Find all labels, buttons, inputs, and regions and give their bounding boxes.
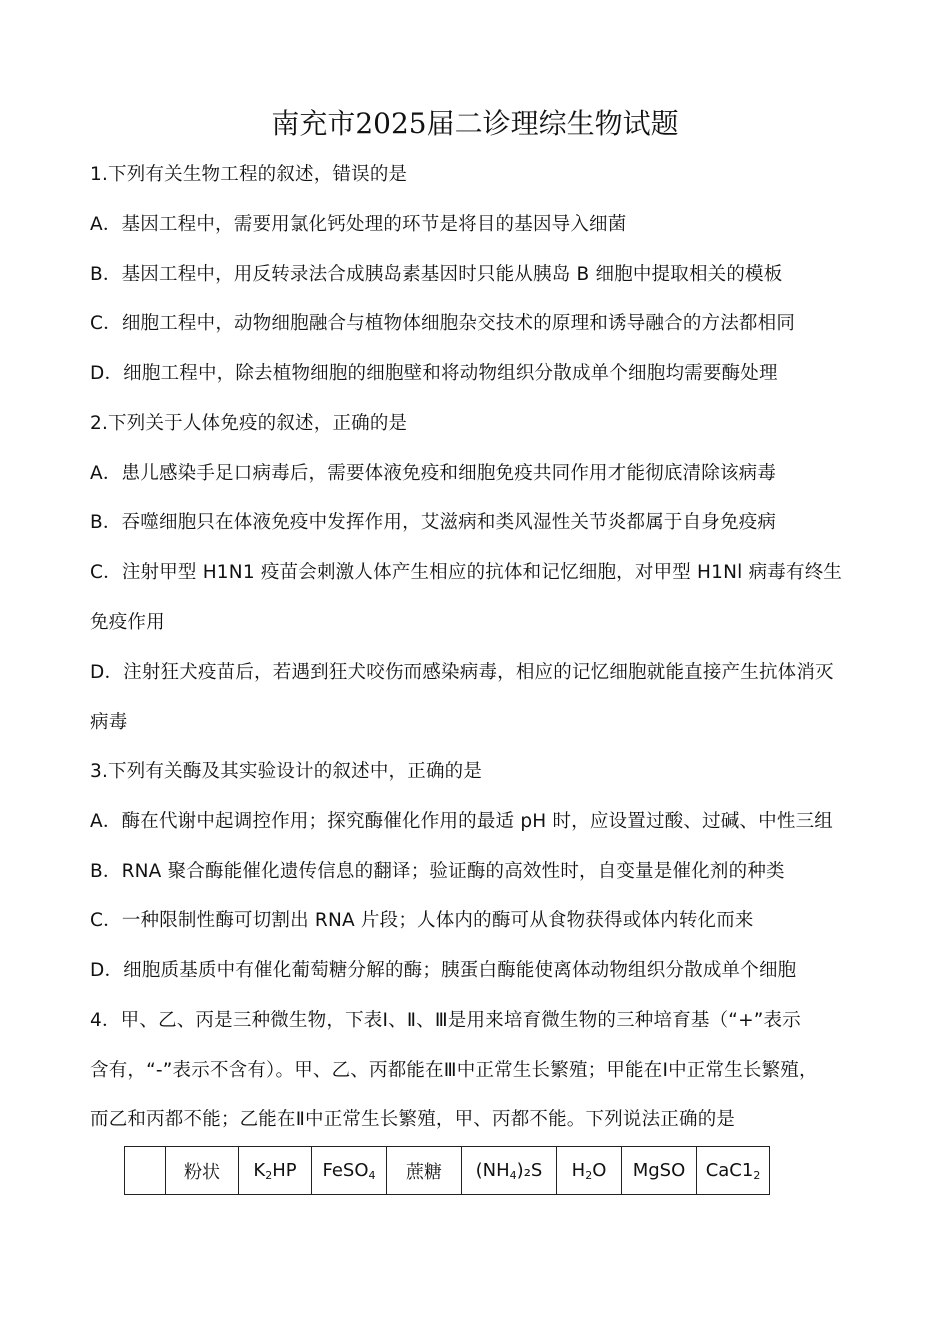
table-header-cell xyxy=(125,1147,166,1195)
table-header-cell: $H_2O$ xyxy=(557,1147,622,1195)
culture-medium-table xyxy=(124,1146,770,1195)
question-2-option-c-cont: 免疫作用 xyxy=(90,612,165,633)
question-2-option-d: D．注射狂犬疫苗后，若遇到狂犬咬伤而感染病毒，相应的记忆细胞就能直接产生抗体消灭 xyxy=(90,662,834,683)
question-2-option-c: C．注射甲型 H1N1 疫苗会刺激人体产生相应的抗体和记忆细胞，对甲型 H1Nl 病毒有终生 xyxy=(90,562,843,583)
question-3-stem: 3.下列有关酶及其实验设计的叙述中，正确的是 xyxy=(90,761,483,782)
question-1-option-d: D．细胞工程中，除去植物细胞的细胞壁和将动物组织分散成单个细胞均需要酶处理 xyxy=(90,363,778,384)
question-4-stem: 4．甲、乙、丙是三种微生物，下表Ⅰ、Ⅱ、Ⅲ是用来培育微生物的三种培育基（“+”表示 xyxy=(90,1010,801,1031)
table-header-cell: MgSO xyxy=(622,1147,697,1195)
question-1-stem: 1.下列有关生物工程的叙述，错误的是 xyxy=(90,164,408,185)
table-header-cell: $CaC1_2$ xyxy=(697,1147,770,1195)
question-1-option-c: C．细胞工程中，动物细胞融合与植物体细胞杂交技术的原理和诱导融合的方法都相同 xyxy=(90,313,796,334)
question-3-option-d: D．细胞质基质中有催化葡萄糖分解的酶；胰蛋白酶能使离体动物组织分散成单个细胞 xyxy=(90,960,797,981)
table-header-cell: 粉状 xyxy=(166,1147,239,1195)
table-header-cell: FeSO$_4$ xyxy=(312,1147,387,1195)
question-3-option-a: A．酶在代谢中起调控作用；探究酶催化作用的最适 pH 时，应设置过酸、过碱、中性三组 xyxy=(90,811,833,832)
question-2-stem: 2.下列关于人体免疫的叙述，正确的是 xyxy=(90,413,408,434)
question-2-option-a: A．患儿感染手足口病毒后，需要体液免疫和细胞免疫共同作用才能彻底清除该病毒 xyxy=(90,463,777,484)
table-header-row xyxy=(125,1147,770,1195)
question-1-option-b: B．基因工程中，用反转录法合成胰岛素基因时只能从胰岛 B 细胞中提取相关的模板 xyxy=(90,264,783,285)
page-title: 南充市2025届二诊理综生物试题 xyxy=(271,107,679,140)
question-3-option-c: C．一种限制性酶可切割出 RNA 片段；人体内的酶可从食物获得或体内转化而来 xyxy=(90,910,754,931)
table-header-cell: $(NH_4)_2S$ xyxy=(462,1147,557,1195)
question-1-option-a: A．基因工程中，需要用氯化钙处理的环节是将目的基因导入细菌 xyxy=(90,214,627,235)
question-3-option-b: B．RNA 聚合酶能催化遗传信息的翻译；验证酶的高效性时，自变量是催化剂的种类 xyxy=(90,861,785,882)
table-header-cell: 蔗糖 xyxy=(387,1147,462,1195)
table-header-cell: $K_2HP$ xyxy=(239,1147,312,1195)
question-4-stem-cont-1: 含有，“-”表示不含有）。甲、乙、丙都能在Ⅲ中正常生长繁殖；甲能在Ⅰ中正常生长繁殖， xyxy=(90,1060,818,1081)
question-2-option-d-cont: 病毒 xyxy=(90,712,128,733)
question-2-option-b: B．吞噬细胞只在体液免疫中发挥作用，艾滋病和类风湿性关节炎都属于自身免疫病 xyxy=(90,512,777,533)
question-4-stem-cont-2: 而乙和丙都不能；乙能在Ⅱ中正常生长繁殖，甲、丙都不能。下列说法正确的是 xyxy=(90,1109,736,1130)
